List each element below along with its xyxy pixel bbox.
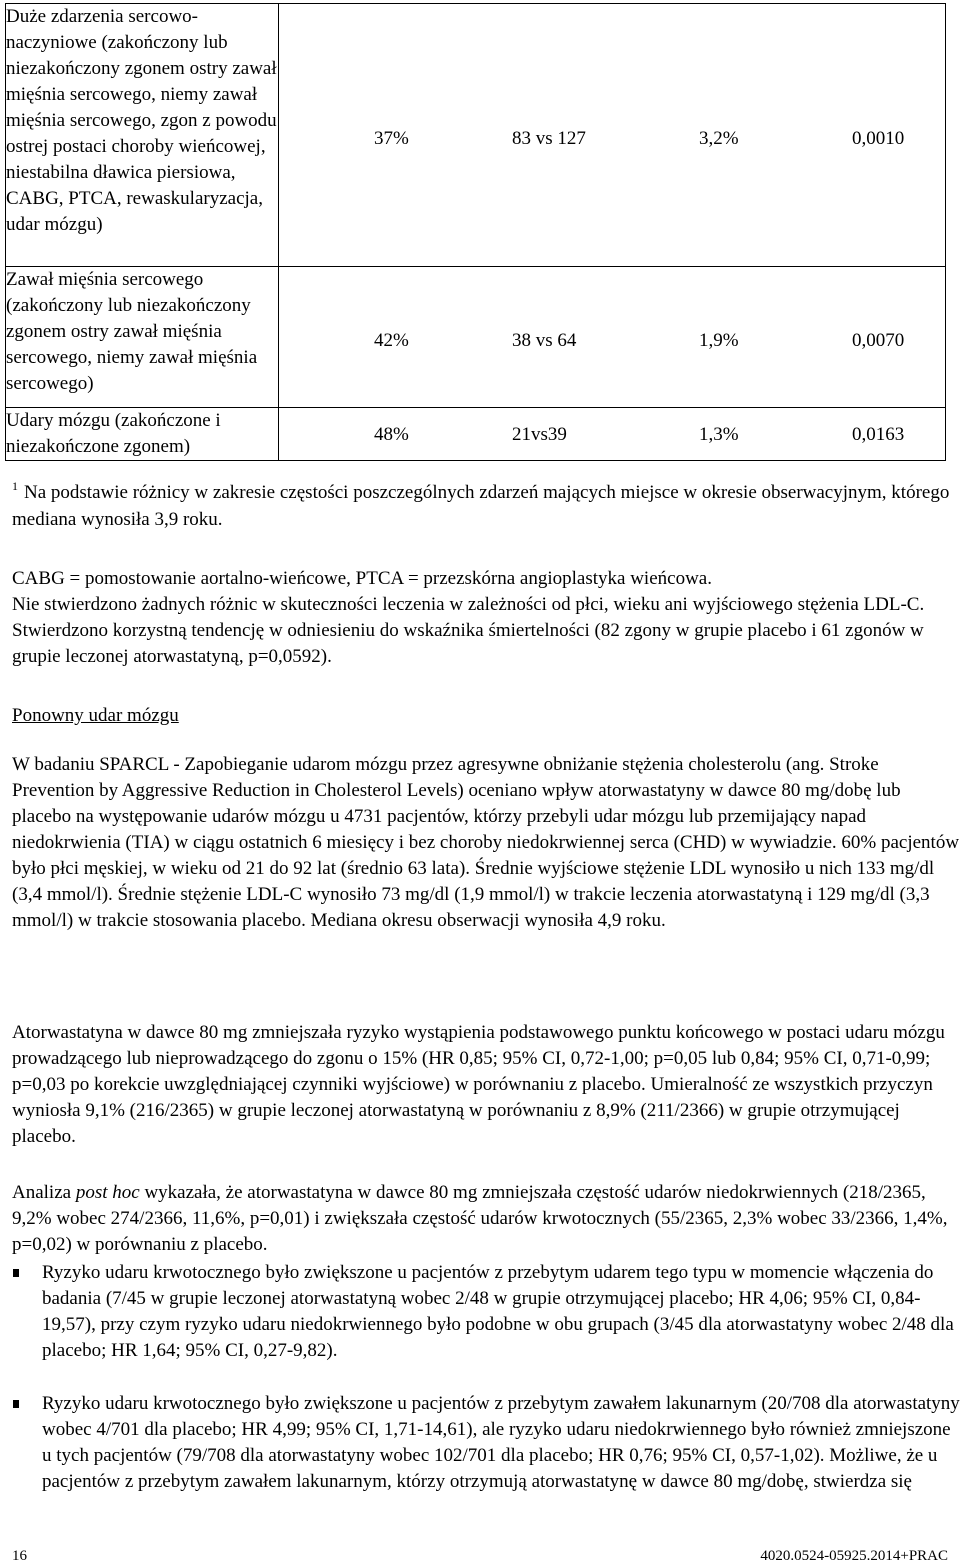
abbreviations-text: CABG = pomostowanie aortalno-wieńcowe, PTCA = przezskórna angioplastyka wieńcowa. [12,568,712,589]
arr-value: 1,9% [699,330,739,351]
posthoc-italic: post hoc [75,1182,140,1203]
row-values-cell [279,408,946,461]
paragraph-reduction: Atorwastatyna w dawce 80 mg zmniejszała ryzyko wystąpienia podstawowego punktu końcowego w postaci udaru mózgu prowadzącego lub nieprowadzącego do zgonu o 15% (HR 0,85; 95% CI, 0,72-1,00; p=0,05 lub 0,84; 95% CI, 0,71-0,99; p=0,03 po korekcie uwzględniającej czynniki wyjściowe) w porównaniu z placebo. Umieralność ze wszystkich przyczyn wyniosła 9,1% (216/2365) w grupie leczonej atorwastatyną w porównaniu z 8,9% (211/2366) w grupie otrzymującej placebo. [12,1022,945,1147]
footnote [12,480,960,533]
bullet-list [12,1260,960,1364]
paragraph-posthoc [12,1180,960,1258]
p-value: 0,0010 [852,128,905,149]
rrr-value: 48% [374,424,409,445]
footnote-text: Na podstawie różnicy w zakresie częstości poszczególnych zdarzeń mających miejsce w okresie obserwacyjnym, którego mediana wynosiła 3,9 roku. [12,482,950,530]
events-value: 38 vs 64 [512,330,577,351]
bullet-text: Ryzyko udaru krwotocznego było zwiększone u pacjentów z przebytym udarem tego typu w momencie włączenia do badania (7/45 w grupie leczonej atorwastatyną wobec 2/48 w grupie otrzymującej placebo; HR 4,06; 95% CI, 0,84-19,57), przy czym ryzyko udaru niedokrwiennego było podobne w obu grupach (3/45 dla atorwastatyny wobec 2/48 dla placebo; HR 1,64; 95% CI, 0,27-9,82). [42,1262,954,1361]
row-label-cell [6,408,279,461]
abbreviations-block [12,566,960,670]
results-table [5,3,946,461]
square-bullet-icon [13,1400,19,1408]
table-row [6,4,946,267]
table-row [6,267,946,408]
p-value: 0,0163 [852,424,905,445]
events-value: 83 vs 127 [512,128,586,149]
paragraph-sparcl: W badaniu SPARCL - Zapobieganie udarom mózgu przez agresywne obniżanie stężenia cholesterolu (ang. Stroke Prevention by Aggressive Reduction in Cholesterol Levels) oceniano wpływ atorwastatyny w dawce 80 mg/dobę lub placebo na występowanie udarów mózgu u 4731 pacjentów, którzy przebyli udar mózgu lub przemijający napad niedokrwienia (TIA) w ciągu ostatnich 6 miesięcy i bez choroby niedokrwiennej serca (CHD) w wywiadzie. 60% pacjentów było płci męskiej, w wieku od 21 do 92 lat (średnio 63 lata). Średnie wyjściowe stężenie LDL wynosiło u nich 133 mg/dl (3,4 mmol/l). Średnie stężenie LDL-C wynosiło 73 mg/dl (1,9 mmol/l) w trakcie leczenia atorwastatyną i 129 mg/dl (3,3 mmol/l) w trakcie stosowania placebo. Mediana okresu obserwacji wynosiła 4,9 roku. [12,754,960,931]
list-item [12,1260,960,1364]
rrr-value: 42% [374,330,409,351]
square-bullet-icon [13,1269,19,1277]
row-label: Zawał mięśnia sercowego (zakończony lub niezakończony zgonem ostry zawał mięśnia sercowego, niemy zawał mięśnia sercowego) [6,269,258,394]
row-values-cell [279,267,946,408]
no-difference-text: Nie stwierdzono żadnych różnic w skuteczności leczenia w zależności od płci, wieku ani wyjściowego stężenia LDL-C. Stwierdzono korzystną tendencję w odniesieniu do wskaźnika śmiertelności (82 zgony w grupie placebo i 61 zgonów w grupie leczonej atorwastatyną, p=0,0592). [12,594,925,667]
list-item [12,1391,960,1495]
row-label: Udary mózgu (zakończone i niezakończone zgonem) [6,410,221,457]
p-value: 0,0070 [852,330,905,351]
footnote-marker: 1 [12,479,18,493]
bullet-text: Ryzyko udaru krwotocznego było zwiększone u pacjentów z przebytym zawałem lakunarnym (20/708 dla atorwastatyny wobec 4/701 dla placebo; HR 4,99; 95% CI, 1,71-14,61), ale ryzyko udaru niedokrwiennego było również zmniejszone u tych pacjentów (79/708 dla atorwastatyny wobec 102/701 dla placebo; HR 0,76; 95% CI, 0,57-1,02). Możliwe, że u pacjentów z przebytym zawałem lakunarnym, którzy otrzymują atorwastatynę w dawce 80 mg/dobę, stwierdza się [42,1393,960,1492]
document-code: 4020.0524-05925.2014+PRAC [760,1548,948,1564]
events-value: 21vs39 [512,424,567,445]
bullet-list [12,1391,960,1495]
row-values-cell [279,4,946,267]
section-heading: Ponowny udar mózgu [12,705,179,726]
posthoc-rest: wykazała, że atorwastatyna w dawce 80 mg zmniejszała częstość udarów niedokrwiennych (218/2365, 9,2% wobec 274/2366, 11,6%, p=0,01) i zwiększała częstość udarów krwotocznych (55/2365, 2,3% wobec 33/2366, 1,4%, p=0,02) w porównaniu z placebo. [12,1182,948,1255]
arr-value: 1,3% [699,424,739,445]
page-number: 16 [12,1548,27,1564]
table-row [6,408,946,461]
rrr-value: 37% [374,128,409,149]
row-label-cell [6,267,279,408]
row-label-cell [6,4,279,267]
posthoc-lead: Analiza [12,1182,76,1203]
arr-value: 3,2% [699,128,739,149]
row-label: Duże zdarzenia sercowo-naczyniowe (zakończony lub niezakończony zgonem ostry zawał mięśnia sercowego, niemy zawał mięśnia sercowego, zgon z powodu ostrej postaci choroby wieńcowej, niestabilna dławica piersiowa, CABG, PTCA, rewaskularyzacja, udar mózgu) [6,6,277,235]
